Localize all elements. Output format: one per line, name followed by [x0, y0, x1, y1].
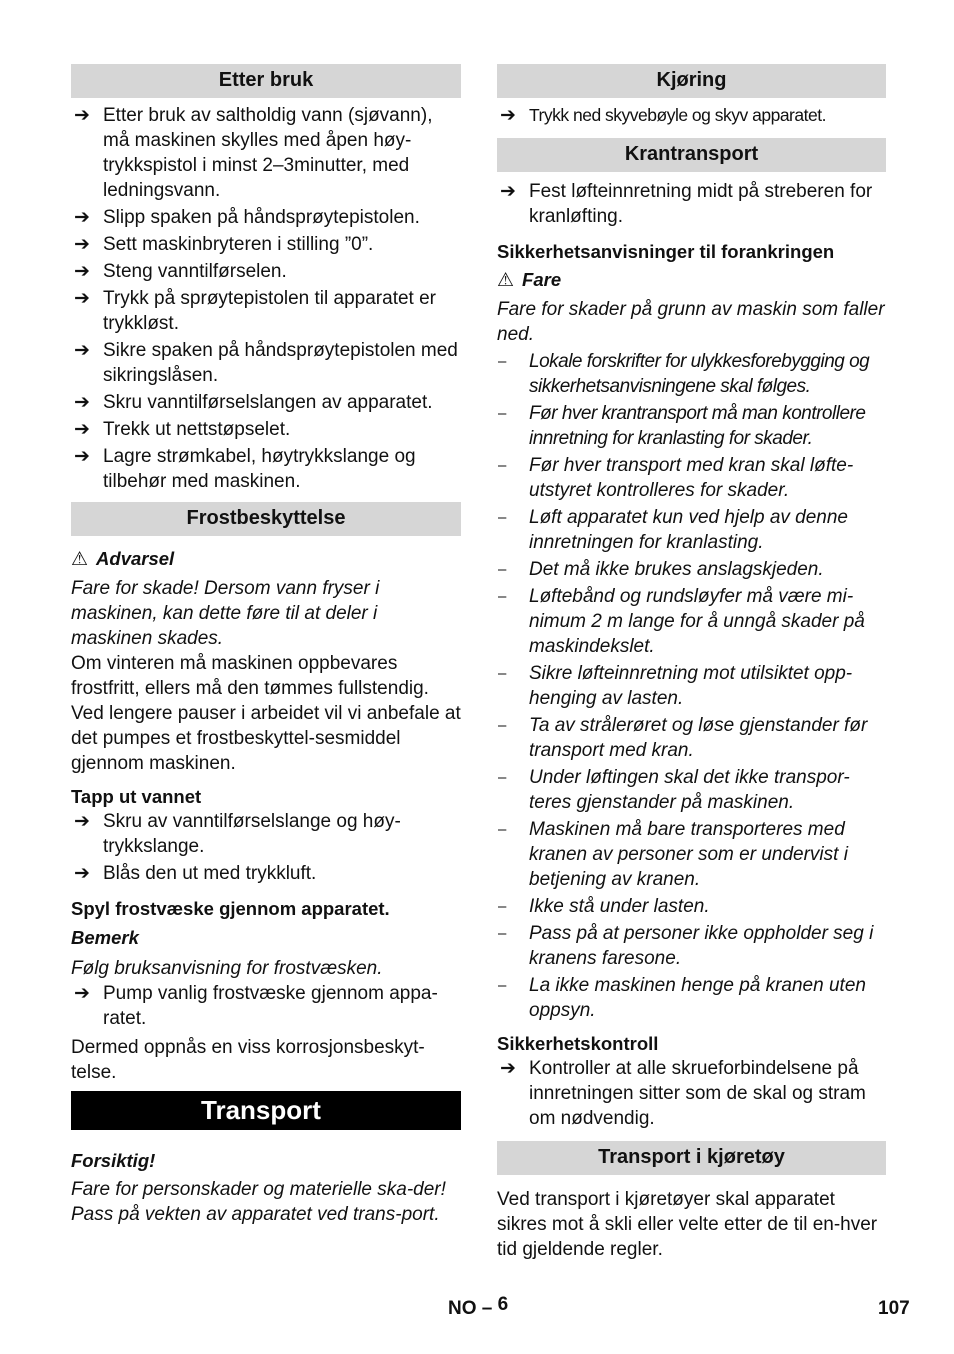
tapp-heading: Tapp ut vannet [71, 786, 202, 807]
heading-frostbeskyttelse: Frostbeskyttelse [71, 502, 461, 536]
list-item [497, 505, 886, 555]
left-column [71, 64, 461, 1227]
right-column [497, 64, 886, 1262]
list-item [71, 259, 461, 284]
list-item-text: Fest løfteinnretning midt på streberen for kranløfting. [529, 181, 873, 227]
spyl-after-text: Dermed oppnås en viss korrosjonsbeskyt-telse. [71, 1037, 425, 1083]
arrow-right-icon: ➔ [74, 392, 90, 413]
list-item-text: Før hver transport med kran skal løfte-utstyret kontrolleres for skader. [529, 455, 854, 501]
list-item [497, 661, 886, 711]
vehicle-text: Ved transport i kjøretøyer skal apparatet sikres mot å skli eller velte etter de til en-hver tid gjeldende regler. [497, 1189, 878, 1260]
dash-bullet: – [498, 353, 506, 370]
list-item [497, 453, 886, 503]
list-item-text: La ikke maskinen henge på kranen uten oppsyn. [529, 975, 866, 1021]
list-item-text: Lagre strømkabel, høytrykkslange og tilbehør med maskinen. [103, 446, 416, 492]
arrow-right-icon: ➔ [74, 234, 90, 255]
list-item [71, 338, 461, 388]
list-item-text: Under løftingen skal det ikke transpor-teres gjenstander på maskinen. [529, 767, 850, 813]
list-item [497, 401, 886, 451]
arrow-right-icon: ➔ [500, 1058, 516, 1079]
dash-bullet: – [498, 769, 507, 786]
dash-bullet: – [498, 821, 507, 838]
list-item-text: Trekk ut nettstøpselet. [103, 419, 291, 440]
note-text: Følg bruksanvisning for frostvæsken. [71, 958, 383, 979]
kjoring-list [497, 103, 886, 128]
warning-heading: ⚠ Advarsel [71, 548, 175, 570]
arrow-right-icon: ➔ [74, 419, 90, 440]
list-item [497, 921, 886, 971]
list-item [71, 205, 461, 230]
list-item-text: Sett maskinbryteren i stilling ”0”. [103, 234, 374, 255]
list-item [497, 973, 886, 1023]
arrow-right-icon: ➔ [500, 105, 516, 126]
list-item [497, 817, 886, 892]
etter-bruk-list [71, 103, 461, 494]
dash-bullet: – [498, 509, 507, 526]
caution-label: Forsiktig! [71, 1150, 156, 1171]
dash-bullet: – [498, 665, 507, 682]
list-item [497, 179, 886, 229]
heading-transport: Transport [71, 1091, 461, 1130]
arrow-right-icon: ➔ [74, 811, 90, 832]
list-item [497, 713, 886, 763]
arrow-right-icon: ➔ [74, 863, 90, 884]
danger-heading: ⚠ Fare [497, 269, 562, 291]
arrow-right-icon: ➔ [500, 181, 516, 202]
list-item-text: Skru av vanntilførselslange og høy-trykkslange. [103, 811, 401, 857]
control-heading: Sikkerhetskontroll [497, 1033, 659, 1054]
list-item [497, 557, 886, 582]
list-item-text: Pass på at personer ikke oppholder seg i kranens faresone. [529, 923, 874, 969]
list-item-text: Blås den ut med trykkluft. [103, 863, 317, 884]
dash-bullet: – [498, 898, 507, 915]
list-item-text: Skru vanntilførselslangen av apparatet. [103, 392, 433, 413]
arrow-right-icon: ➔ [74, 288, 90, 309]
list-item [497, 1056, 886, 1131]
footer-section [448, 1294, 509, 1320]
list-item [71, 809, 461, 859]
tapp-list [71, 809, 461, 886]
list-item-text: Sikre løfteinnretning mot utilsiktet opp-henging av lasten. [529, 663, 853, 709]
list-item [71, 417, 461, 442]
list-item [71, 981, 461, 1031]
warning-text: Fare for skade! Dersom vann fryser i maskinen, kan dette føre til at deler i maskinen skades. [71, 578, 380, 649]
list-item-text: Trykk ned skyvebøyle og skyv apparatet. [529, 105, 826, 125]
list-item-text: Ta av strålerøret og løse gjenstander før transport med kran. [529, 715, 868, 761]
arrow-right-icon: ➔ [74, 446, 90, 467]
list-item [71, 444, 461, 494]
list-item-text: Det må ikke brukes anslagskjeden. [529, 559, 824, 580]
list-item [71, 103, 461, 203]
warning-triangle-icon: ⚠ [497, 270, 515, 291]
footer-section-page: 6 [497, 1294, 509, 1315]
dash-bullet: – [498, 717, 507, 734]
footer-page-number: 107 [878, 1298, 910, 1319]
dash-bullet: – [498, 588, 507, 605]
list-item [71, 286, 461, 336]
frost-body: Om vinteren må maskinen oppbevares frostfritt, ellers må den tømmes fullstendig. Ved lengere pauser i arbeidet vil vi anbefale at det pumpes et frostbeskyttel-sesmiddel gjennom maskinen. [71, 653, 461, 774]
list-item-text: Slipp spaken på håndsprøytepistolen. [103, 207, 420, 228]
list-item-text: Sikre spaken på håndsprøytepistolen med sikringslåsen. [103, 340, 458, 386]
arrow-right-icon: ➔ [74, 261, 90, 282]
footer-lang: NO – [448, 1298, 493, 1319]
list-item-text: Løft apparatet kun ved hjelp av denne innretningen for kranlasting. [529, 507, 849, 553]
spyl-list [71, 981, 461, 1031]
note-label: Bemerk [71, 927, 139, 948]
list-item-text: Maskinen må bare transporteres med kranen av personer som er undervist i betjening av kranen. [529, 819, 848, 890]
list-item [497, 349, 886, 399]
list-item-text: Før hver krantransport må man kontrollere innretning for kranlasting for skader. [529, 403, 866, 449]
krantransport-list [497, 179, 886, 229]
heading-transport-kjoretoy: Transport i kjøretøy [497, 1141, 886, 1175]
list-item [497, 765, 886, 815]
list-item [497, 894, 886, 919]
dash-bullet: – [498, 925, 507, 942]
dash-bullet: – [498, 561, 507, 578]
arrow-right-icon: ➔ [74, 983, 90, 1004]
warning-triangle-icon: ⚠ [71, 549, 89, 570]
list-item-text: Trykk på sprøytepistolen til apparatet er trykkløst. [103, 288, 436, 334]
control-list [497, 1056, 886, 1131]
safety-dash-list [497, 349, 886, 1023]
dash-bullet: – [498, 405, 506, 422]
arrow-right-icon: ➔ [74, 105, 90, 126]
list-item-text: Lokale forskrifter for ulykkesforebygging og sikkerhetsanvisningene skal følges. [529, 351, 870, 397]
safety-heading: Sikkerhetsanvisninger til forankringen [497, 241, 835, 262]
list-item [497, 584, 886, 659]
arrow-right-icon: ➔ [74, 340, 90, 361]
list-item [71, 390, 461, 415]
heading-kjoring: Kjøring [497, 64, 886, 98]
list-item-text: Løftebånd og rundsløyfer må være mi-nimum 2 m lange for å unngå skader på maskindekslet. [529, 586, 865, 657]
arrow-right-icon: ➔ [74, 207, 90, 228]
list-item [71, 861, 461, 886]
list-item [71, 232, 461, 257]
dash-bullet: – [498, 457, 507, 474]
list-item-text: Kontroller at alle skrueforbindelsene på innretningen sitter som de skal og stram om nødvendig. [529, 1058, 866, 1129]
spyl-heading: Spyl frostvæske gjennom apparatet. [71, 898, 390, 919]
heading-krantransport: Krantransport [497, 138, 886, 172]
heading-etter-bruk: Etter bruk [71, 64, 461, 98]
list-item-text: Steng vanntilførselen. [103, 261, 287, 282]
danger-text: Fare for skader på grunn av maskin som faller ned. [497, 299, 885, 345]
dash-bullet: – [498, 977, 507, 994]
list-item [497, 103, 886, 128]
list-item-text: Ikke stå under lasten. [529, 896, 710, 917]
list-item-text: Etter bruk av saltholdig vann (sjøvann), må maskinen skylles med åpen høy-trykkspistol i minst 2–3minutter, med ledningsvann. [103, 105, 433, 201]
caution-text: Fare for personskader og materielle ska-der! Pass på vekten av apparatet ved trans-port. [71, 1179, 446, 1225]
list-item-text: Pump vanlig frostvæske gjennom appa-ratet. [103, 983, 438, 1029]
